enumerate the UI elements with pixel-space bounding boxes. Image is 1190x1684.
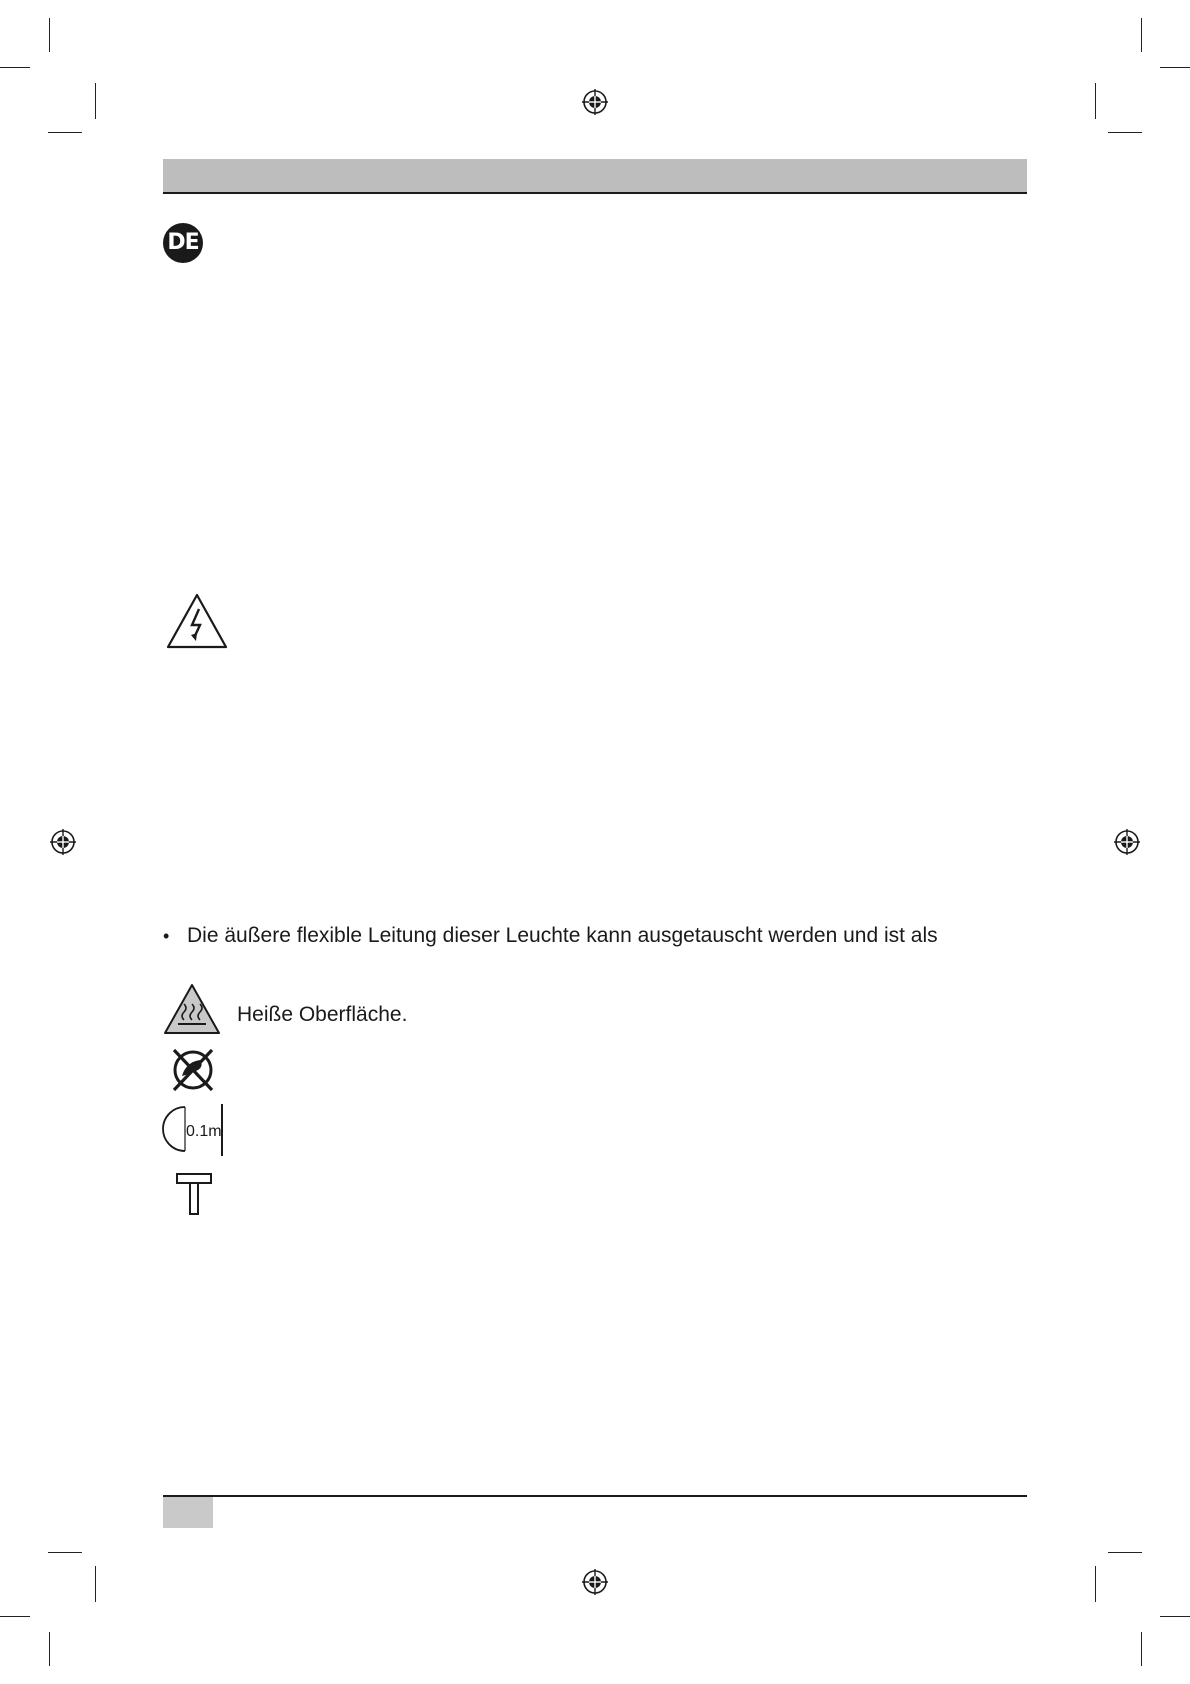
crop-mark (0, 67, 30, 68)
crop-mark (1141, 18, 1142, 52)
min-distance-icon (162, 1104, 226, 1156)
language-badge: DE (163, 223, 203, 263)
crop-mark (48, 132, 82, 133)
crop-mark (95, 1566, 96, 1602)
high-voltage-warning-icon (165, 592, 229, 650)
header-bar (163, 159, 1027, 194)
min-distance-label: 0.1m (186, 1123, 222, 1140)
hammer-icon (174, 1172, 214, 1216)
crop-mark (49, 1632, 50, 1666)
hot-surface-label: Heiße Oberfläche. (237, 1003, 408, 1026)
bullet-text: Die äußere flexible Leitung dieser Leuchte kann ausgetauscht werden und ist als (187, 924, 938, 947)
registration-mark-icon (580, 87, 610, 117)
crop-mark (1108, 132, 1142, 133)
no-halogen-cross-icon (168, 1046, 218, 1094)
crop-mark (1095, 83, 1096, 119)
crop-mark (1160, 1616, 1190, 1617)
crop-mark (1141, 1632, 1142, 1666)
bullet-marker: • (163, 926, 170, 946)
footer-rule (163, 1495, 1027, 1497)
registration-mark-icon (1112, 827, 1142, 857)
page-number-box (163, 1497, 213, 1528)
crop-mark (1108, 1552, 1142, 1553)
crop-mark (49, 18, 50, 52)
crop-mark (95, 83, 96, 119)
registration-mark-icon (580, 1567, 610, 1597)
crop-mark (48, 1552, 82, 1553)
bullet-item (163, 922, 938, 950)
registration-mark-icon (48, 827, 78, 857)
crop-mark (1095, 1566, 1096, 1602)
crop-mark (0, 1616, 30, 1617)
crop-mark (1160, 67, 1190, 68)
hot-surface-warning-icon (162, 982, 222, 1036)
